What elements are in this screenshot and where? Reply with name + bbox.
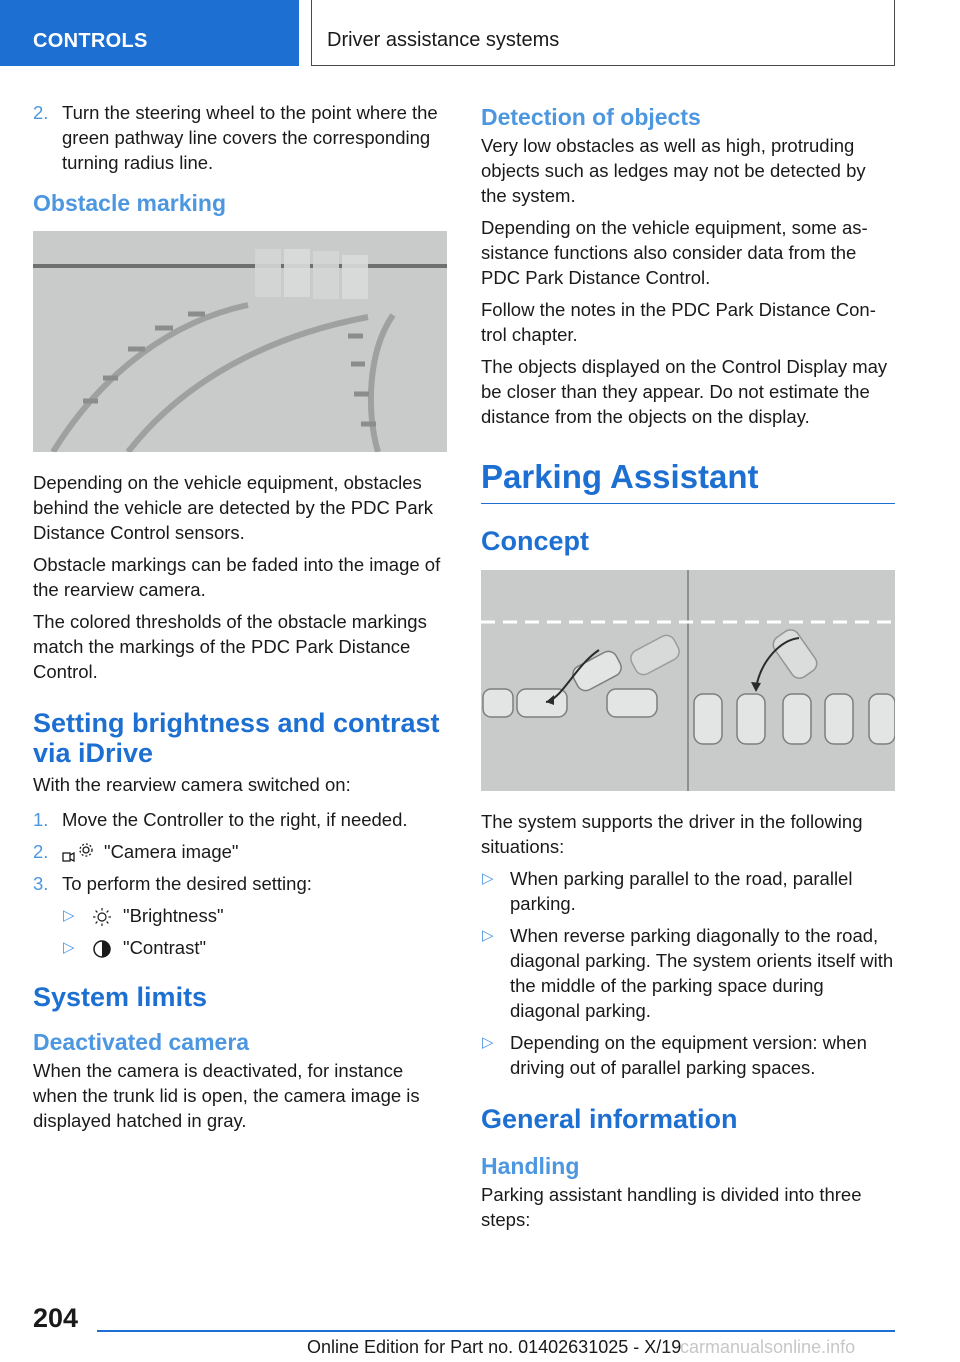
brightness-contrast-heading: Setting brightness and contrast via iDrive (33, 708, 440, 768)
obstacle-marking-heading: Obstacle marking (33, 190, 227, 216)
step-number: 3. (33, 873, 49, 894)
step-3-setting (33, 871, 447, 896)
section-tab: CONTROLS (0, 0, 299, 66)
step-text: Move the Controller to the right, if needed. (62, 809, 408, 830)
right-column (481, 100, 895, 1239)
obstacle-paragraph-3: The colored thresholds of the obstacle markings match the markings of the PDC Park Distance Control. (33, 611, 427, 682)
brightness-option (62, 903, 447, 928)
step-2-steering (33, 100, 447, 175)
detection-heading: Detection of objects (481, 104, 701, 130)
contrast-icon (91, 939, 113, 959)
camera-settings-icon (62, 843, 94, 863)
bullet-text: When reverse parking diagonally to the road, diagonal parking. The system orients itself with the middle of the parking space during diagonal parking. (510, 925, 894, 1021)
step-text: Turn the steering wheel to the point where the green pathway line covers the corresponding turning radius line. (62, 102, 438, 173)
brightness-label: "Brightness" (123, 905, 224, 926)
bullet-parallel (481, 866, 895, 916)
concept-heading: Concept (481, 526, 589, 556)
page-header (0, 0, 960, 66)
step-text: "Camera image" (104, 841, 239, 862)
chapter-title: Driver assistance systems (311, 0, 895, 66)
bullet-text: Depending on the equipment version: when driving out of parallel parking spaces. (510, 1032, 867, 1078)
step-2-camera-image (33, 839, 447, 864)
concept-intro: The system supports the driver in the following situations: (481, 811, 863, 857)
contrast-label: "Contrast" (123, 937, 207, 958)
detection-paragraph-4: The objects displayed on the Control Display may be closer than they appear. Do not estimate the distance from the objects on the display. (481, 356, 888, 427)
bullet-marker: ▷ (482, 870, 494, 887)
handling-heading: Handling (481, 1153, 580, 1179)
obstacle-marking-figure (33, 231, 447, 452)
system-limits-heading: System limits (33, 982, 208, 1012)
parking-assistant-heading: Parking Assistant (481, 457, 895, 504)
watermark: carmanualsonline.info (680, 1337, 856, 1357)
general-information-heading: General information (481, 1104, 738, 1134)
bullet-marker: ▷ (482, 1034, 494, 1051)
step-number: 2. (33, 841, 49, 862)
bullet-marker: ▷ (63, 939, 75, 956)
detection-paragraph-1: Very low obstacles as well as high, protruding objects such as ledges may not be detected by the system. (481, 135, 866, 206)
bullet-marker: ▷ (63, 907, 75, 924)
bullet-driving-out (481, 1030, 895, 1080)
step-1-controller (33, 807, 447, 832)
step-number: 2. (33, 102, 49, 123)
parking-concept-figure (481, 570, 895, 791)
bullet-diagonal (481, 923, 895, 1023)
step-text: To perform the desired setting: (62, 873, 312, 894)
contrast-option (62, 935, 447, 960)
detection-paragraph-3: Follow the notes in the PDC Park Distance Control chapter. (481, 299, 876, 345)
page-number: 204 (33, 1303, 79, 1333)
handling-text: Parking assistant handling is divided into three steps: (481, 1184, 862, 1230)
deactivated-camera-text: When the camera is deactivated, for instance when the trunk lid is open, the camera image is displayed hatched in gray. (33, 1060, 420, 1131)
edition-text: Online Edition for Part no. 01402631025 - X/19 (307, 1337, 682, 1357)
footer-divider (97, 1330, 895, 1332)
step-number: 1. (33, 809, 49, 830)
left-column (33, 100, 447, 1140)
deactivated-camera-heading: Deactivated camera (33, 1029, 250, 1055)
sun-icon (91, 907, 113, 927)
bullet-marker: ▷ (482, 927, 494, 944)
detection-paragraph-2: Depending on the vehicle equipment, some assistance functions also consider data from the PDC Park Distance Control. (481, 217, 868, 288)
brightness-intro: With the rearview camera switched on: (33, 774, 351, 795)
obstacle-paragraph-2: Obstacle markings can be faded into the image of the rearview camera. (33, 554, 441, 600)
bullet-text: When parking parallel to the road, parallel parking. (510, 868, 853, 914)
obstacle-paragraph-1: Depending on the vehicle equipment, obstacles behind the vehicle are detected by the PDC Park Distance Control sensors. (33, 472, 434, 543)
